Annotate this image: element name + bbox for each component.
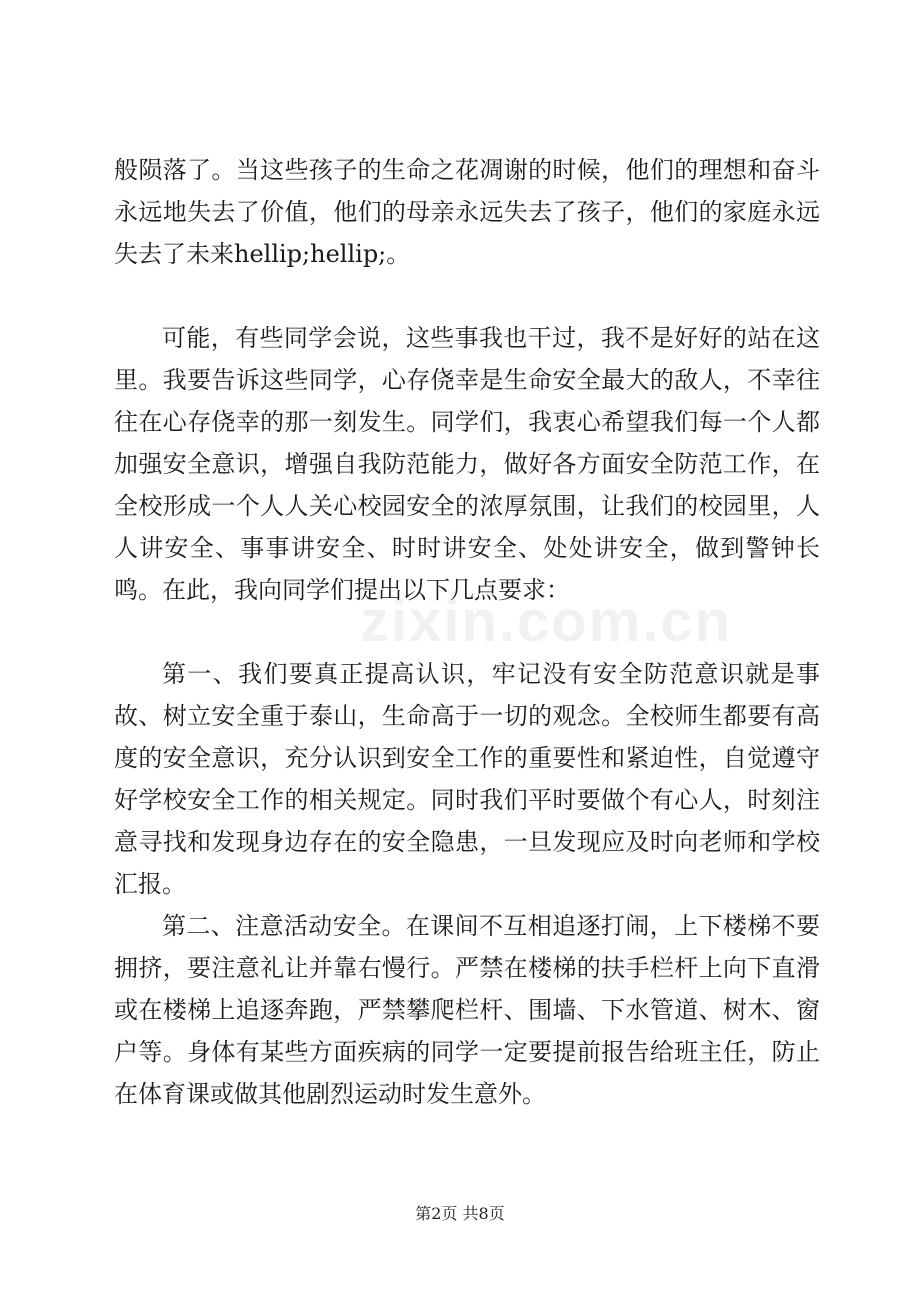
paragraph-2: 可能，有些同学会说，这些事我也干过，我不是好好的站在这里。我要告诉这些同学，心存侥幸是生命安全最大的敌人，不幸往往在心存侥幸的那一刻发生。同学们，我衷心希望我们每一个人都加强安全意识，增强自我防范能力，做好各方面安全防范工作，在全校形成一个人人关心校园安全的浓厚氛围，让我们的校园里，人人讲安全、事事讲安全、时时讲安全、处处讲安全，做到警钟长鸣。在此，我向同学们提出以下几点要求： [114, 324, 820, 604]
paragraph-1: 般陨落了。当这些孩子的生命之花凋谢的时候，他们的理想和奋斗永远地失去了价值，他们的母亲永远失去了孩子，他们的家庭永远失去了未来hellip;hellip;。 [114, 156, 820, 268]
paragraph-4: 第二、注意活动安全。在课间不互相追逐打闹，上下楼梯不要拥挤，要注意礼让并靠右慢行。严禁在楼梯的扶手栏杆上向下直滑或在楼梯上追逐奔跑，严禁攀爬栏杆、围墙、下水管道、树木、窗户等。身体有某些方面疾病的同学一定要提前报告给班主任，防止在体育课或做其他剧烈运动时发生意外。 [114, 912, 820, 1108]
watermark: zixin.com.cn [360, 589, 733, 654]
page-number-footer: 第2页 共8页 [415, 1204, 505, 1223]
paragraph-3: 第一、我们要真正提高认识，牢记没有安全防范意识就是事故、树立安全重于泰山，生命高于一切的观念。全校师生都要有高度的安全意识，充分认识到安全工作的重要性和紧迫性，自觉遵守好学校安全工作的相关规定。同时我们平时要做个有心人，时刻注意寻找和发现身边存在的安全隐患，一旦发现应及时向老师和学校汇报。 [114, 660, 820, 898]
